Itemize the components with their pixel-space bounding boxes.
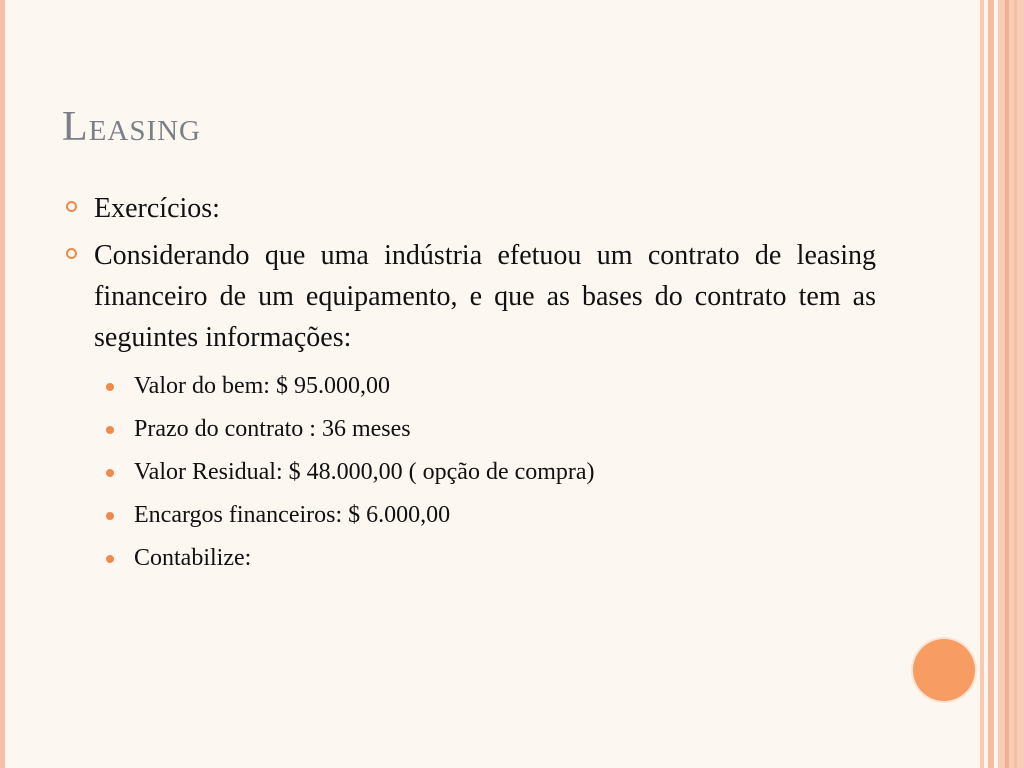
bullet-text: Considerando que uma indústria efetuou um contrato de leasing financeiro de um equipamento, e que as bases do contrato tem as seguintes informações: [94, 240, 876, 353]
right-border-stripe [988, 0, 994, 768]
right-border-stripe [980, 0, 984, 768]
sub-bullet-text: Prazo do contrato : 36 meses [134, 416, 411, 442]
ring-bullet-icon [66, 248, 77, 259]
sub-bullet-item [64, 543, 876, 573]
right-border-stripe [1014, 0, 1017, 768]
sub-bullet-item [64, 371, 876, 401]
left-border-stripe [0, 0, 5, 768]
sub-bullet-text: Encargos financeiros: $ 6.000,00 [134, 502, 451, 528]
right-border-stripe [998, 0, 1024, 768]
decorative-circle [913, 639, 975, 701]
bullet-text: Exercícios: [94, 193, 220, 224]
dot-bullet-icon [106, 555, 114, 563]
dot-bullet-icon [106, 426, 114, 434]
sub-bullet-text: Valor Residual: $ 48.000,00 ( opção de compra) [134, 459, 595, 485]
bullet-item [64, 188, 876, 229]
right-border-stripe [1005, 0, 1009, 768]
sub-bullet-text: Valor do bem: $ 95.000,00 [134, 373, 390, 399]
sub-bullet-text: Contabilize: [134, 545, 252, 571]
sub-bullet-item [64, 457, 876, 487]
sub-bullet-item [64, 414, 876, 444]
ring-bullet-icon [66, 201, 77, 212]
sub-bullet-item [64, 500, 876, 530]
dot-bullet-icon [106, 469, 114, 477]
bullet-item [64, 235, 876, 358]
dot-bullet-icon [106, 383, 114, 391]
slide-content [64, 188, 876, 573]
dot-bullet-icon [106, 512, 114, 520]
slide-title: Leasing [62, 104, 201, 150]
